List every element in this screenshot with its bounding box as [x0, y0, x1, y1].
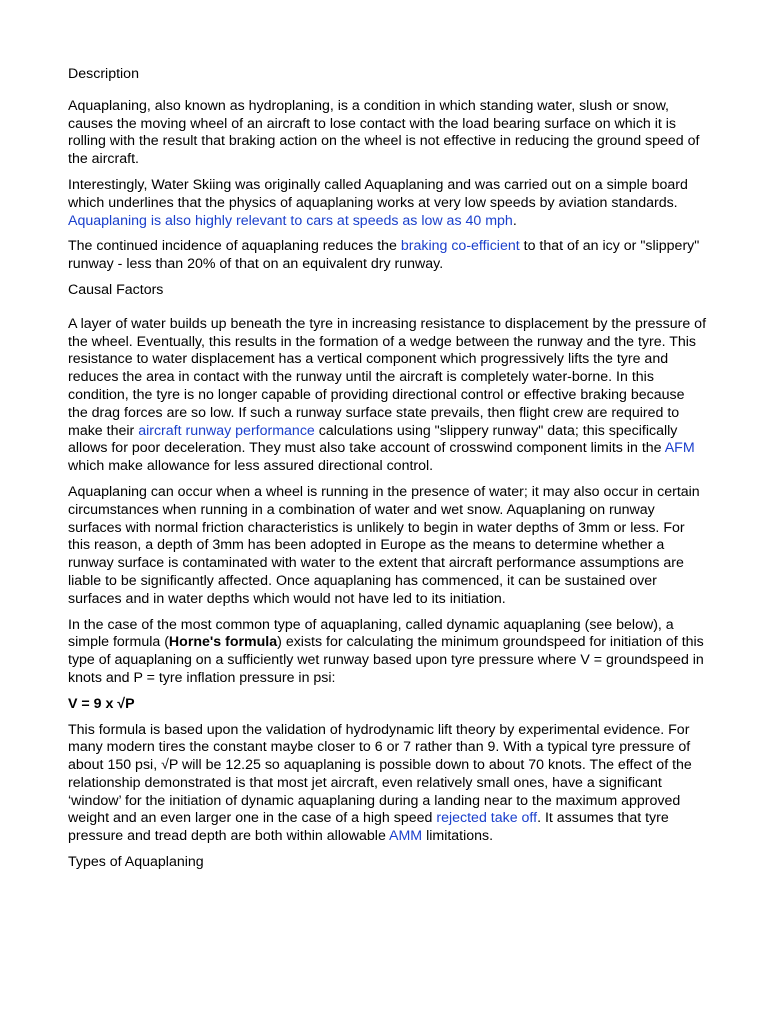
formula-equation: V = 9 x √P	[68, 695, 135, 712]
paragraph-hornes-formula	[68, 617, 708, 688]
hornes-formula-bold: Horne's formula	[168, 634, 278, 651]
water-skiing-tail: .	[512, 212, 517, 229]
water-skiing-text: Interestingly, Water Skiing was originally called Aquaplaning and was carried out on a simple board which underlines that the physics of aquaplaning works at very low speeds by aviation standards.	[68, 176, 688, 211]
heading-causal-factors: Causal Factors	[68, 281, 164, 298]
paragraph-water-layer	[68, 316, 708, 476]
paragraph-water-depth: Aquaplaning can occur when a wheel is running in the presence of water; it may also occur in certain circumstances when running in a combination of water and wet snow. Aquaplaning on runway surfaces with normal friction characteristics is unlikely to begin in water depths of 3mm or less. For this reason, a depth of 3mm has been adopted in Europe as the means to determine whether a runway surface is contaminated with water to the extent that aircraft performance assumptions are liable to be significantly affected. Once aquaplaning has commenced, it can be sustained over surfaces and in water depths which would not have led to its initiation.	[68, 483, 700, 607]
paragraph-definition: Aquaplaning, also known as hydroplaning, is a condition in which standing water, slush or snow, causes the moving wheel of an aircraft to lose contact with the load bearing surface on which it is rolling with the result that braking action on the wheel is not effective in reducing the ground speed of the aircraft.	[68, 97, 700, 168]
heading-description: Description	[68, 66, 139, 82]
link-cars-aquaplaning[interactable]: Aquaplaning is also highly relevant to cars at speeds as low as 40 mph	[68, 212, 513, 229]
formula-intro-post: ) exists for calculating the minimum groundspeed for initiation of this type of aquaplaning on a sufficiently wet runway based upon tyre pressure where V = groundspeed in knots and P = tyre inflation pressure in psi:	[68, 634, 704, 686]
document-page	[68, 66, 708, 886]
validation-text-mid: . It assumes that tyre pressure and tread depth are both within allowable	[68, 810, 669, 845]
paragraph-validation	[68, 722, 708, 847]
link-rejected-take-off[interactable]: rejected take off	[436, 810, 538, 827]
braking-text-pre: The continued incidence of aquaplaning reduces the	[68, 238, 401, 255]
heading-types-of-aquaplaning: Types of Aquaplaning	[68, 854, 204, 871]
paragraph-braking	[68, 238, 708, 274]
validation-text-pre: This formula is based upon the validation of hydrodynamic lift theory by experimental evidence. For many modern tires the constant maybe closer to 6 or 7 rather than 9. With a typical tyre pressure of about 150 psi, √P will be 12.25 so aquaplaning is possible down to about 70 knots. The effect of the relationship demonstrated is that most jet aircraft, even relatively small ones, have a significant ‘window’ for the initiation of dynamic aquaplaning during a landing near to the maximum approved weight and an even larger one in the case of a high speed	[68, 721, 692, 827]
water-layer-text-pre: A layer of water builds up beneath the tyre in increasing resistance to displacement by the pressure of the wheel. Eventually, this results in the formation of a wedge between the runway and the tyre. This resistance to water displacement has a vertical component which progressively lifts the tyre and reduces the area in contact with the runway until the aircraft is completely water-borne. In this condition, the tyre is no longer capable of providing directional control or effective braking because the drag forces are so low. If such a runway surface state prevails, then flight crew are required to make their	[68, 315, 707, 439]
braking-text-post: to that of an icy or "slippery" runway - less than 20% of that on an equivalent dry runway.	[68, 238, 700, 273]
link-runway-performance[interactable]: aircraft runway performance	[138, 422, 315, 439]
link-afm[interactable]: AFM	[664, 440, 695, 457]
validation-text-post: limitations.	[422, 828, 494, 845]
water-layer-text-mid: calculations using "slippery runway" data; this specifically allows for poor deceleration. They must also take account of crosswind component limits in the	[68, 422, 678, 457]
link-braking-coefficient[interactable]: braking co-efficient	[400, 238, 520, 255]
formula-intro-pre: In the case of the most common type of aquaplaning, called dynamic aquaplaning (see below), a simple formula (	[68, 616, 674, 651]
water-layer-text-post: which make allowance for less assured directional control.	[68, 458, 434, 475]
link-amm[interactable]: AMM	[389, 828, 423, 845]
paragraph-water-skiing	[68, 177, 708, 230]
